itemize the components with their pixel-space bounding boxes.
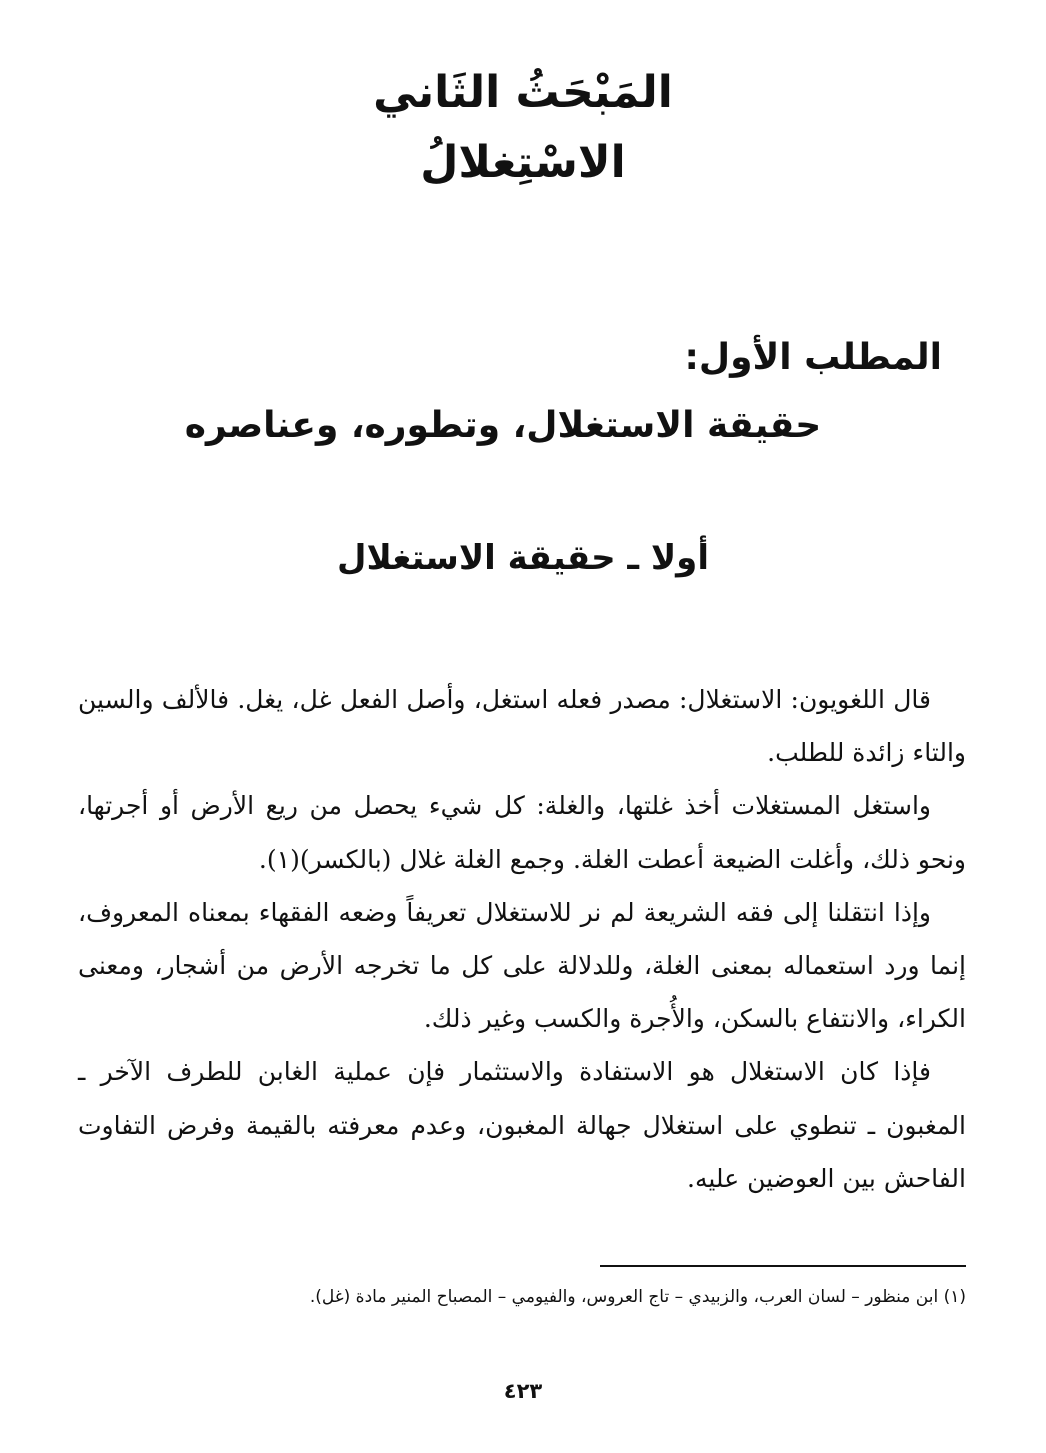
footnote: (١) ابن منظور – لسان العرب، والزبيدي – تاج العروس، والفيومي – المصباح المنير مادة (غل). <box>309 1287 966 1307</box>
page-number: ٤٢٣ <box>503 1379 543 1403</box>
body-text <box>78 673 966 1205</box>
paragraph: فإذا كان الاستغلال هو الاستفادة والاستثمار فإن عملية الغابن للطرف الآخر ـ المغبون ـ تنطوي على استغلال جهالة المغبون، وعدم معرفته بالقيمة وفرض التفاوت الفاحش بين العوضين عليه. <box>78 1057 966 1193</box>
footnote-divider <box>600 1265 966 1267</box>
paragraph: وإذا انتقلنا إلى فقه الشريعة لم نر للاستغلال تعريفاً وضعه الفقهاء بمعناه المعروف، إنما ورد استعماله بمعنى الغلة، وللدلالة على كل ما تخرجه الأرض من أشجار، ومعنى الكراء، والانتفاع بالسكن، والأُجرة والكسب وغير ذلك. <box>78 897 966 1034</box>
point-heading: أولا ـ حقيقة الاستغلال <box>337 538 709 578</box>
chapter-title: المَبْحَثُ الثَاني <box>373 67 673 118</box>
subsection-label: المطلب الأول: <box>684 337 942 378</box>
paragraph: واستغل المستغلات أخذ غلتها، والغلة: كل شيء يحصل من ريع الأرض أو أجرتها، ونحو ذلك، وأغلت الضيعة أعطت الغلة. وجمع الغلة غلال (بالكسر)(١). <box>78 791 966 874</box>
subsection-title: حقيقة الاستغلال، وتطوره، وعناصره <box>184 405 822 446</box>
paragraph: قال اللغويون: الاستغلال: مصدر فعله استغل، وأصل الفعل غل، يغل. فالألف والسين والتاء زائدة للطلب. <box>78 685 966 768</box>
chapter-subtitle: الاسْتِغلالُ <box>420 137 626 188</box>
